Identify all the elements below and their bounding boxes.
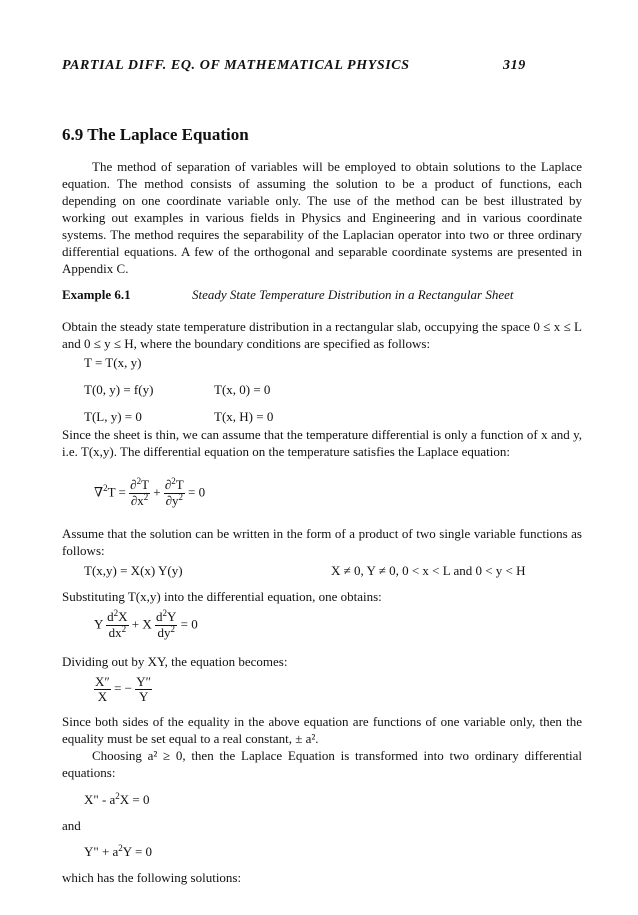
nabla-exponent: 2 [103, 483, 108, 494]
separated-equation [94, 610, 198, 641]
example-title: Steady State Temperature Distribution in a Rectangular Sheet [192, 287, 514, 302]
boundary-condition-1: T(0, y) = f(y) [84, 382, 154, 397]
ratio-fraction-x [94, 675, 111, 704]
y-factor: Y [94, 616, 103, 632]
laplace-fraction-y [164, 478, 185, 509]
ode-y [84, 844, 152, 860]
thin-sheet-text: Since the sheet is thin, we can assume that the temperature differential is only a function of x and y, i.e. T(x,y). The differential equation on the temperature satisfies the Laplace equation: [62, 427, 582, 459]
product-conditions: X ≠ 0, Y ≠ 0, 0 < x < L and 0 < y < H [331, 563, 526, 578]
partial-symbol: ∂ [130, 477, 137, 492]
choosing-text-content: Choosing a² ≥ 0, then the Laplace Equation is transformed into two ordinary differential equations: [62, 748, 582, 780]
denominator-var: ∂x [130, 493, 144, 508]
numerator-var: X [118, 609, 128, 624]
exponent: 2 [118, 843, 123, 853]
boundary-condition-2: T(x, 0) = 0 [214, 382, 271, 397]
boundary-condition-3: T(L, y) = 0 [84, 409, 142, 424]
denominator-var: dx [108, 625, 122, 640]
ratio-numerator-y: Y″ [136, 674, 152, 689]
and-text: and [62, 818, 81, 833]
intro-paragraph-text: The method of separation of variables will be employed to obtain solutions to the Laplace equation. The method consists of assuming the solution to be a product of functions, each depending on one coordinate variable only. The use of the method can be best illustrated by working out examples in various fields in Physics and Engineering and in various coordinate systems. The method requires the separability of the Laplacian operator into two or three ordinary differential equations. A few of the orthogonal and separable coordinate systems are presented in Appendix C. [62, 159, 582, 276]
exponent: 2 [162, 608, 168, 618]
plus-x-factor: + X [131, 616, 152, 632]
ode-y-left: Y" + a [84, 844, 119, 859]
numerator-var: T [141, 477, 150, 492]
ode-y-right: Y = 0 [122, 844, 153, 859]
t-definition: T = T(x, y) [84, 355, 142, 370]
denominator-var: ∂y [165, 493, 179, 508]
boundary-condition-4: T(x, H) = 0 [214, 409, 274, 424]
exponent: 2 [178, 492, 184, 502]
product-equation: T(x,y) = X(x) Y(y) [84, 563, 183, 578]
d-symbol: d [107, 609, 114, 624]
laplace-lhs: T = [107, 484, 126, 500]
constant-text: Since both sides of the equality in the above equation are functions of one variable only, then the equality must be set equal to a real constant, ± a². [62, 714, 582, 746]
example-label: Example 6.1 [62, 287, 131, 302]
exponent: 2 [143, 492, 149, 502]
page-number: 319 [503, 58, 526, 73]
laplace-equation [94, 478, 205, 509]
exponent: 2 [171, 476, 176, 486]
separated-fraction-y [155, 610, 177, 641]
separated-rhs: = 0 [180, 616, 198, 632]
intro-paragraph [62, 158, 582, 277]
ode-x-left: X" - a [84, 792, 116, 807]
ratio-denominator-y: Y [138, 689, 149, 704]
substitute-text: Substituting T(x,y) into the differential equation, one obtains: [62, 589, 382, 604]
ode-x-right: X = 0 [119, 792, 150, 807]
running-header-title: PARTIAL DIFF. EQ. OF MATHEMATICAL PHYSICS [62, 58, 410, 73]
ratio-equation [94, 675, 152, 704]
equals-minus: = − [114, 680, 132, 696]
ratio-numerator-x: X″ [95, 674, 110, 689]
solutions-text: which has the following solutions: [62, 870, 242, 885]
laplace-rhs: = 0 [188, 484, 206, 500]
nabla-symbol: ∇ [94, 484, 104, 500]
exponent: 2 [121, 624, 127, 634]
exponent: 2 [115, 791, 120, 801]
partial-symbol: ∂ [164, 477, 172, 492]
laplace-fraction-x [129, 478, 150, 509]
numerator-var: T [175, 477, 184, 492]
exponent: 2 [136, 476, 142, 486]
assume-text: Assume that the solution can be written in the form of a product of two single variable functions as follows: [62, 526, 582, 558]
ode-x [84, 792, 150, 808]
ratio-fraction-y [135, 675, 152, 704]
separated-fraction-x [106, 610, 128, 641]
exponent: 2 [170, 624, 175, 634]
section-title: 6.9 The Laplace Equation [62, 125, 249, 144]
d-symbol: d [156, 609, 163, 624]
numerator-var: Y [167, 609, 177, 624]
choosing-text [62, 747, 582, 781]
divide-text: Dividing out by XY, the equation becomes: [62, 654, 288, 669]
exponent: 2 [113, 608, 119, 618]
denominator-var: dy [157, 625, 171, 640]
plus-sign: + [153, 484, 161, 500]
problem-text: Obtain the steady state temperature distribution in a rectangular slab, occupying the space 0 ≤ x ≤ L and 0 ≤ y ≤ H, where the boundary conditions are specified as follows: [62, 319, 582, 351]
ratio-denominator-x: X [97, 689, 108, 704]
